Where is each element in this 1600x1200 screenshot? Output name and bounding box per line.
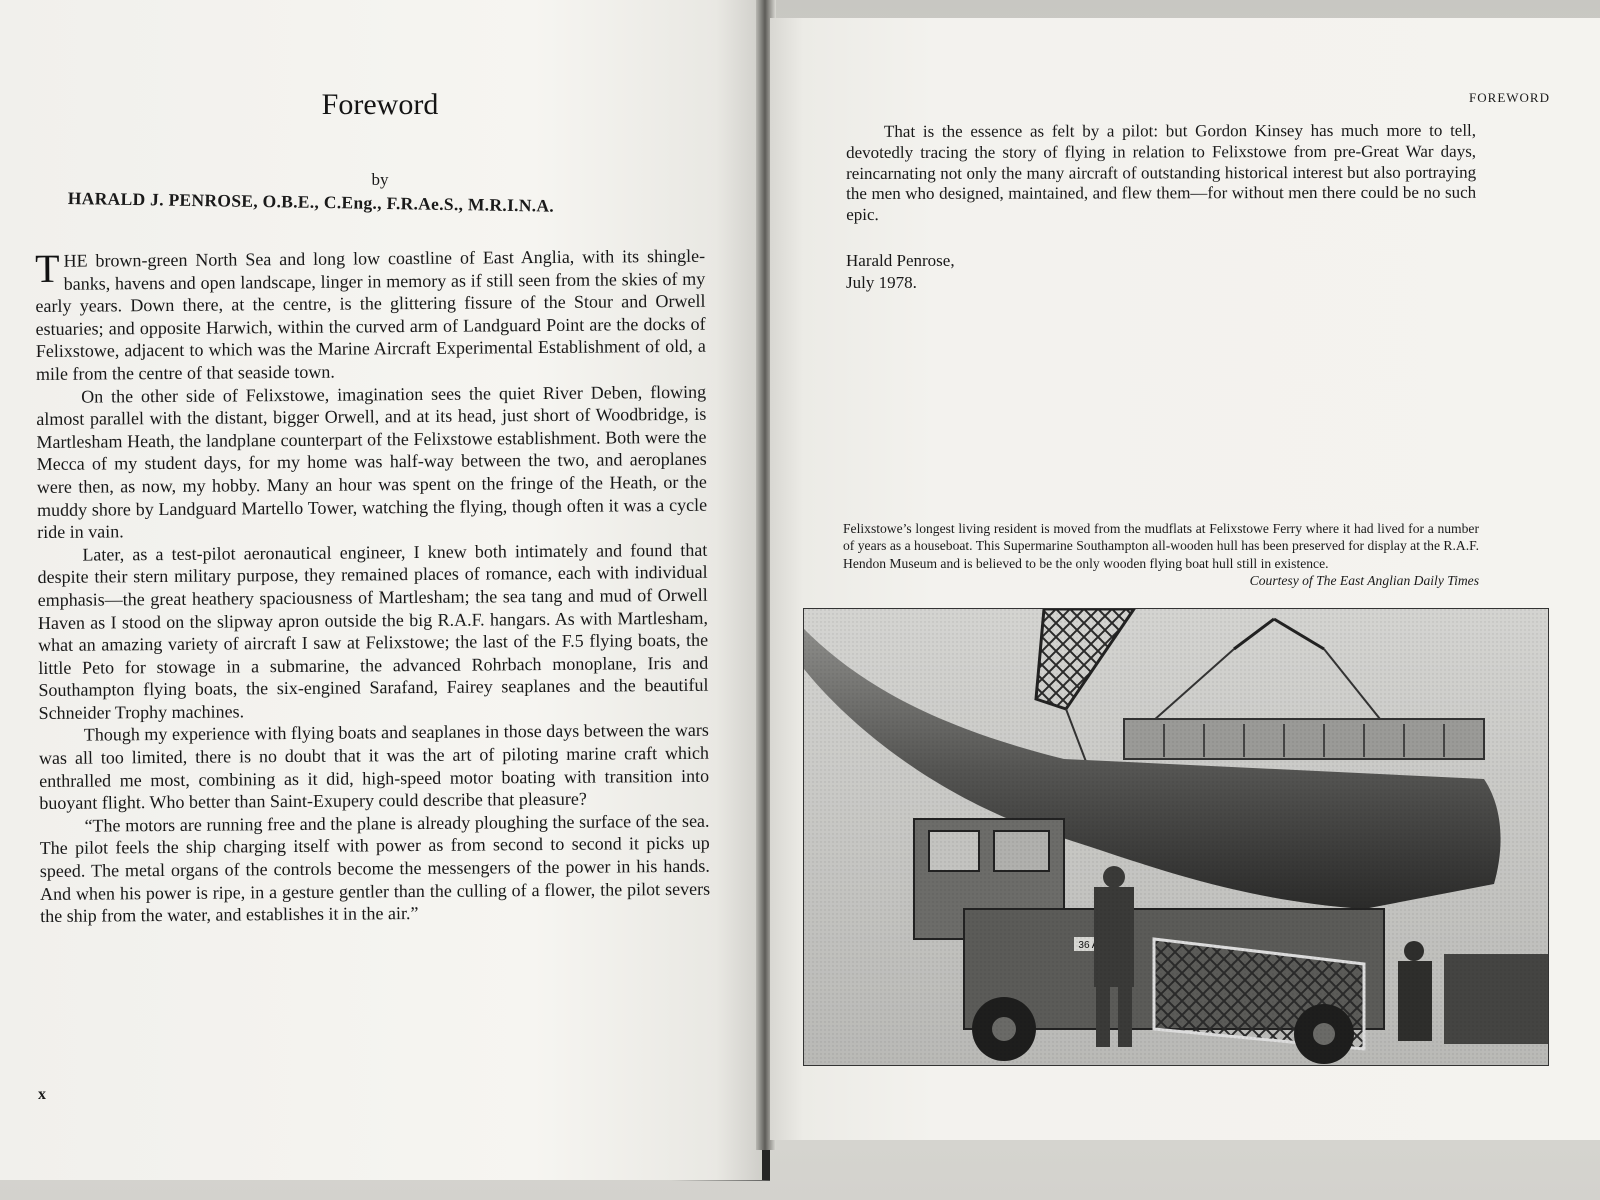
photo-caption [843,520,1479,590]
foreword-continued [846,121,1476,226]
paragraph-5-quote: “The motors are running free and the plane is already ploughing the surface of the sea. The pilot feels the ship charging itself with power as from second to second it picks up speed. The metal organs of the controls become the messengers of the power in his hands. And when his power is ripe, in a gesture gentler than the culling of a flower, the pilot severs the ship from the water, and establishes it in the air.” [39,810,711,927]
signature-block [846,250,955,294]
left-page [0,0,762,1180]
running-head: FOREWORD [1469,90,1550,105]
foreword-body [35,245,710,928]
author-credentials: HARALD J. PENROSE, O.B.E., C.Eng., F.R.Ae.S., M.R.I.N.A. [67,188,555,216]
paragraph-1-text: HE brown-green North Sea and long low coastline of East Anglia, with its shingle-banks, havens and open landscape, linger in memory as if still seen from the skies of my early years. Down there, at the centre, is the glittering fissure of the Stour and Orwell estuaries; and opposite Harwich, within the curved arm of Landguard Point are the docks of Felixstowe, adjacent to which was the Marine Aircraft Experimental Establishment of old, a mile from the centre of that seaside town. [35,245,706,384]
right-page [770,18,1600,1140]
paragraph-2: On the other side of Felixstowe, imagination sees the quiet River Deben, flowing almost parallel with the distant, bigger Orwell, and at its head, just short of Woodbridge, is Martlesham Heath, the landplane counterpart of the Felixstowe establishment. Both were the Mecca of my student days, for my home was half-way between the two, and aeroplanes were then, as now, my hobby. Many an hour was spent on the fringe of the Heath, or the muddy shore by Landguard Martello Tower, watching the flying, though often it was a cycle ride in vain. [36,381,708,543]
caption-text: Felixstowe’s longest living resident is moved from the mudflats at Felixstowe Ferry where it had lived for a number of years as a houseboat. This Supermarine Southampton all-wooden hull has been preserved for display at the R.A.F. Hendon Museum and is believed to be the only wooden flying boat hull still in existence. [843,521,1479,571]
paragraph-3: Later, as a test-pilot aeronautical engineer, I knew both intimately and found that despite their stern military purpose, they remained places of romance, each with individual emphasis—the great heathery spaciousness of Martlesham; the sea tang and mud of Orwell Haven as I stood on the slipway apron outside the big R.A.F. hangars. As with Martlesham, what an amazing variety of aircraft I saw at Felixstowe; the last of the F.5 flying boats, the little Peto for stowage in a submarine, the advanced Rohrbach monoplane, Iris and Southampton flying boats, the six-engined Sarafand, Fairey seaplanes and the beautiful Schneider Trophy machines. [37,539,709,723]
halftone-texture [804,609,1548,1065]
paragraph-4: Though my experience with flying boats and seaplanes in those days between the wars was all too limited, there is no doubt that it was the art of piloting marine craft which enthralled me most, combining as it did, high-speed motor boating with transition into buoyant flight. Who better than Saint-Exupery could describe that pleasure? [38,720,710,814]
signature-date: July 1978. [846,273,917,292]
page-number: x [38,1086,46,1103]
photo-credit: Courtesy of The East Anglian Daily Times [1249,573,1479,589]
byline: by [371,170,389,189]
paragraph-1 [35,245,706,386]
page-title: Foreword [321,88,439,121]
flying-boat-hull-photo [803,608,1549,1066]
drop-cap: T [34,245,60,291]
closing-paragraph: That is the essence as felt by a pilot: but Gordon Kinsey has much more to tell, devotedly tracing the story of flying in relation to Felixstowe from pre-Great War days, reincarnating not only the many aircraft of outstanding historical interest but also portraying the men who designed, maintained, and flew them—for without men there could be no such epic. [846,120,1477,225]
signature-name: Harald Penrose, [846,251,955,270]
